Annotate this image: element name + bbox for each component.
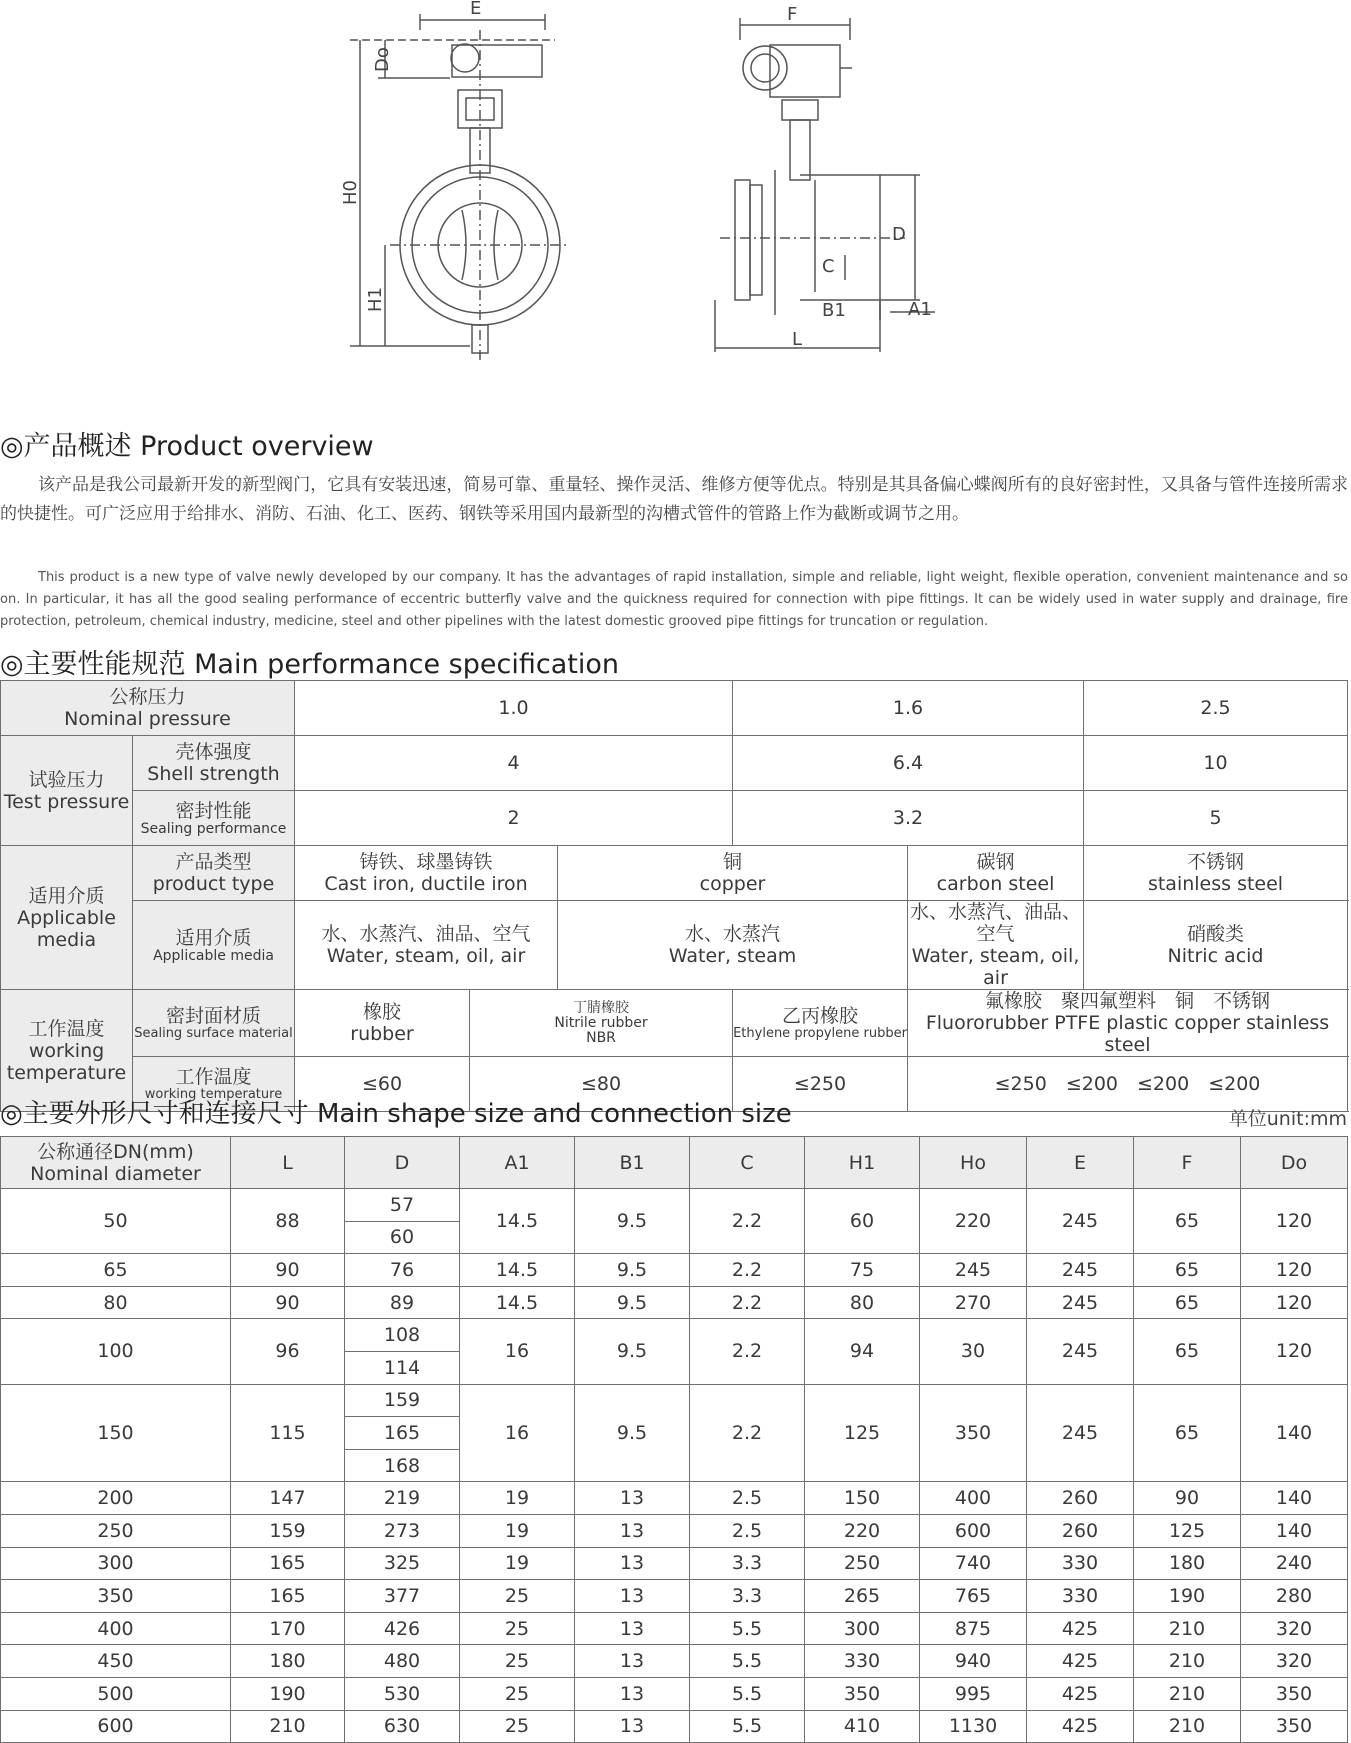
dims-table-row <box>1 1612 1348 1645</box>
dn-cell: 600 <box>1 1710 231 1743</box>
c-cell: 2.2 <box>690 1384 805 1482</box>
h1-cell: 94 <box>805 1319 920 1384</box>
media-cell: 水、水蒸汽 Water, steam <box>558 901 908 990</box>
spec-table <box>0 680 1348 1112</box>
d-cell: 165 <box>345 1417 460 1450</box>
l-cell: 165 <box>231 1580 345 1613</box>
b1-cell: 13 <box>575 1612 690 1645</box>
material-cell: 乙丙橡胶 Ethylene propylene rubber <box>733 990 908 1057</box>
a1-cell: 25 <box>460 1677 575 1710</box>
e-cell: 425 <box>1027 1612 1134 1645</box>
f-cell: 65 <box>1134 1319 1241 1384</box>
a1-cell: 16 <box>460 1319 575 1384</box>
b1-cell: 13 <box>575 1547 690 1580</box>
l-cell: 210 <box>231 1710 345 1743</box>
ho-cell: 740 <box>920 1547 1027 1580</box>
working-temperature-label: 工作温度 working temperature <box>1 990 133 1112</box>
d-cell: 60 <box>345 1221 460 1254</box>
f-cell: 125 <box>1134 1514 1241 1547</box>
sealing-performance-label: 密封性能 Sealing performance <box>133 791 295 846</box>
a1-cell: 25 <box>460 1612 575 1645</box>
do-cell: 140 <box>1241 1514 1348 1547</box>
product-type-cell: 不锈钢 stainless steel <box>1084 846 1348 901</box>
dn-cell: 50 <box>1 1189 231 1254</box>
ho-cell: 940 <box>920 1645 1027 1678</box>
column-header: A1 <box>460 1137 575 1189</box>
label-Do: Do <box>372 47 393 72</box>
e-cell: 245 <box>1027 1319 1134 1384</box>
column-header: Ho <box>920 1137 1027 1189</box>
d-cell: 377 <box>345 1580 460 1613</box>
h1-cell: 75 <box>805 1254 920 1287</box>
f-cell: 90 <box>1134 1482 1241 1515</box>
ho-cell: 875 <box>920 1612 1027 1645</box>
dims-table-row <box>1 1580 1348 1613</box>
column-header: F <box>1134 1137 1241 1189</box>
b1-cell: 9.5 <box>575 1286 690 1319</box>
temperature-cell: ≤250 <box>733 1057 908 1112</box>
h1-cell: 350 <box>805 1677 920 1710</box>
column-header: L <box>231 1137 345 1189</box>
h1-cell: 300 <box>805 1612 920 1645</box>
dn-cell: 150 <box>1 1384 231 1482</box>
ho-cell: 995 <box>920 1677 1027 1710</box>
dn-cell: 350 <box>1 1580 231 1613</box>
do-cell: 120 <box>1241 1319 1348 1384</box>
test-pressure-label: 试验压力 Test pressure <box>1 736 133 846</box>
d-cell: 219 <box>345 1482 460 1515</box>
overview-text-en: This product is a new type of valve newly developed by our company. It has the advantages of rapid installation, simple and reliable, light weight, flexible operation, convenient maintenance and so on. In particular, it has all the good sealing performance of eccentric butterfly valve and the quickness required for connection with pipe fittings. It can be widely used in water supply and drainage, fire protection, petroleum, chemical industry, medicine, steel and other pipelines with the latest domestic grooved pipe fittings for truncation or regulation. <box>0 570 1348 629</box>
c-cell: 5.5 <box>690 1677 805 1710</box>
column-header: C <box>690 1137 805 1189</box>
e-cell: 245 <box>1027 1384 1134 1482</box>
column-header: D <box>345 1137 460 1189</box>
shell-value: 4 <box>295 736 733 791</box>
spec-row-sealing <box>1 791 1348 846</box>
a1-cell: 14.5 <box>460 1254 575 1287</box>
b1-cell: 9.5 <box>575 1189 690 1254</box>
b1-cell: 13 <box>575 1482 690 1515</box>
overview-heading: ◎产品概述 Product overview <box>0 431 374 462</box>
b1-cell: 13 <box>575 1710 690 1743</box>
dims-table-row <box>1 1189 1348 1222</box>
c-cell: 2.5 <box>690 1482 805 1515</box>
dims-table-row <box>1 1677 1348 1710</box>
d-cell: 168 <box>345 1449 460 1482</box>
h1-cell: 410 <box>805 1710 920 1743</box>
c-cell: 3.3 <box>690 1547 805 1580</box>
material-cell: 橡胶 rubber <box>295 990 470 1057</box>
b1-cell: 9.5 <box>575 1384 690 1482</box>
d-cell: 426 <box>345 1612 460 1645</box>
c-cell: 2.2 <box>690 1254 805 1287</box>
c-cell: 5.5 <box>690 1710 805 1743</box>
product-type-cell: 铸铁、球墨铸铁 Cast iron, ductile iron <box>295 846 558 901</box>
d-cell: 630 <box>345 1710 460 1743</box>
b1-cell: 13 <box>575 1514 690 1547</box>
h1-cell: 125 <box>805 1384 920 1482</box>
dims-table-row <box>1 1547 1348 1580</box>
f-cell: 190 <box>1134 1580 1241 1613</box>
dn-cell: 400 <box>1 1612 231 1645</box>
media-cell: 硝酸类 Nitric acid <box>1084 901 1348 990</box>
unit-label: 单位unit:mm <box>1228 1108 1347 1130</box>
dn-cell: 500 <box>1 1677 231 1710</box>
shell-strength-label: 壳体强度 Shell strength <box>133 736 295 791</box>
e-cell: 425 <box>1027 1677 1134 1710</box>
sealing-value: 3.2 <box>733 791 1084 846</box>
f-cell: 65 <box>1134 1254 1241 1287</box>
spec-heading: ◎主要性能规范 Main performance specification <box>0 649 619 680</box>
pressure-value: 2.5 <box>1084 681 1348 736</box>
f-cell: 210 <box>1134 1710 1241 1743</box>
a1-cell: 16 <box>460 1384 575 1482</box>
do-cell: 120 <box>1241 1254 1348 1287</box>
label-A1: A1 <box>908 299 932 320</box>
ho-cell: 400 <box>920 1482 1027 1515</box>
a1-cell: 14.5 <box>460 1286 575 1319</box>
l-cell: 190 <box>231 1677 345 1710</box>
dims-table-row <box>1 1710 1348 1743</box>
h1-cell: 330 <box>805 1645 920 1678</box>
spec-row-product-type <box>1 846 1348 901</box>
spec-row-material <box>1 990 1348 1057</box>
f-cell: 210 <box>1134 1612 1241 1645</box>
l-cell: 147 <box>231 1482 345 1515</box>
h1-cell: 80 <box>805 1286 920 1319</box>
spec-row-shell <box>1 736 1348 791</box>
dims-table-row <box>1 1319 1348 1352</box>
d-cell: 325 <box>345 1547 460 1580</box>
material-cell: 丁腈橡胶 Nitrile rubber NBR <box>470 990 733 1057</box>
d-cell: 89 <box>345 1286 460 1319</box>
dims-header-row <box>1 1137 1348 1189</box>
column-header: E <box>1027 1137 1134 1189</box>
column-header: B1 <box>575 1137 690 1189</box>
label-C: C <box>822 256 835 277</box>
l-cell: 90 <box>231 1254 345 1287</box>
do-cell: 280 <box>1241 1580 1348 1613</box>
do-cell: 350 <box>1241 1710 1348 1743</box>
do-cell: 120 <box>1241 1286 1348 1319</box>
ho-cell: 245 <box>920 1254 1027 1287</box>
c-cell: 2.2 <box>690 1319 805 1384</box>
c-cell: 5.5 <box>690 1645 805 1678</box>
dn-cell: 80 <box>1 1286 231 1319</box>
l-cell: 96 <box>231 1319 345 1384</box>
media-cell: 水、水蒸汽、油品、空气 Water, steam, oil, air <box>295 901 558 990</box>
ho-cell: 270 <box>920 1286 1027 1319</box>
l-cell: 115 <box>231 1384 345 1482</box>
ho-cell: 350 <box>920 1384 1027 1482</box>
do-cell: 120 <box>1241 1189 1348 1254</box>
a1-cell: 25 <box>460 1580 575 1613</box>
b1-cell: 13 <box>575 1645 690 1678</box>
label-L: L <box>792 329 803 350</box>
dn-cell: 450 <box>1 1645 231 1678</box>
sealing-material-label: 密封面材质 Sealing surface material <box>133 990 295 1057</box>
a1-cell: 19 <box>460 1514 575 1547</box>
dims-table-row <box>1 1645 1348 1678</box>
temperature-cell: ≤60 <box>295 1057 470 1112</box>
label-E: E <box>470 0 482 19</box>
d-cell: 530 <box>345 1677 460 1710</box>
f-cell: 65 <box>1134 1384 1241 1482</box>
h1-cell: 150 <box>805 1482 920 1515</box>
f-cell: 65 <box>1134 1286 1241 1319</box>
shell-value: 10 <box>1084 736 1348 791</box>
l-cell: 170 <box>231 1612 345 1645</box>
a1-cell: 19 <box>460 1482 575 1515</box>
pressure-value: 1.0 <box>295 681 733 736</box>
b1-cell: 13 <box>575 1677 690 1710</box>
spec-row-media <box>1 901 1348 990</box>
h1-cell: 220 <box>805 1514 920 1547</box>
dims-table-row <box>1 1286 1348 1319</box>
d-cell: 273 <box>345 1514 460 1547</box>
f-cell: 210 <box>1134 1677 1241 1710</box>
c-cell: 2.5 <box>690 1514 805 1547</box>
l-cell: 165 <box>231 1547 345 1580</box>
a1-cell: 19 <box>460 1547 575 1580</box>
ho-cell: 1130 <box>920 1710 1027 1743</box>
dn-cell: 100 <box>1 1319 231 1384</box>
label-B1: B1 <box>822 300 846 321</box>
e-cell: 425 <box>1027 1645 1134 1678</box>
c-cell: 2.2 <box>690 1189 805 1254</box>
do-cell: 240 <box>1241 1547 1348 1580</box>
e-cell: 330 <box>1027 1580 1134 1613</box>
dn-cell: 65 <box>1 1254 231 1287</box>
do-cell: 140 <box>1241 1482 1348 1515</box>
label-H0: H0 <box>340 180 361 205</box>
media-sub-label: 适用介质 Applicable media <box>133 901 295 990</box>
dn-cell: 300 <box>1 1547 231 1580</box>
ho-cell: 220 <box>920 1189 1027 1254</box>
pressure-value: 1.6 <box>733 681 1084 736</box>
product-type-cell: 碳钢 carbon steel <box>908 846 1084 901</box>
b1-cell: 9.5 <box>575 1254 690 1287</box>
temperature-sub-label: 工作温度 working temperature <box>133 1057 295 1112</box>
valve-technical-drawing <box>0 0 1351 380</box>
product-type-cell: 铜 copper <box>558 846 908 901</box>
c-cell: 5.5 <box>690 1612 805 1645</box>
d-cell: 159 <box>345 1384 460 1417</box>
media-cell: 水、水蒸汽、油品、空气 Water, steam, oil, air <box>908 901 1084 990</box>
spec-row-nominal <box>1 681 1348 736</box>
do-cell: 320 <box>1241 1612 1348 1645</box>
material-cell: 氟橡胶 聚四氟塑料 铜 不锈钢 Fluororubber PTFE plastic copper stainless steel <box>908 990 1348 1057</box>
l-cell: 159 <box>231 1514 345 1547</box>
shell-value: 6.4 <box>733 736 1084 791</box>
dims-table-row <box>1 1482 1348 1515</box>
dims-table-row <box>1 1384 1348 1417</box>
h1-cell: 250 <box>805 1547 920 1580</box>
sealing-value: 5 <box>1084 791 1348 846</box>
ho-cell: 765 <box>920 1580 1027 1613</box>
temperature-cell: ≤80 <box>470 1057 733 1112</box>
dims-table-row <box>1 1254 1348 1287</box>
h1-cell: 60 <box>805 1189 920 1254</box>
e-cell: 330 <box>1027 1547 1134 1580</box>
do-cell: 140 <box>1241 1384 1348 1482</box>
ho-cell: 30 <box>920 1319 1027 1384</box>
a1-cell: 25 <box>460 1645 575 1678</box>
applicable-media-label: 适用介质 Applicable media <box>1 846 133 990</box>
overview-text-cn: 该产品是我公司最新开发的新型阀门，它具有安装迅速，简易可靠、重量轻、操作灵活、维修方便等优点。特别是其具备偏心蝶阀所有的良好密封性，又具备与管件连接所需求的快捷性。可广泛应用于给排水、消防、石油、化工、医药、钢铁等采用国内最新型的沟槽式管件的管路上作为截断或调节之用。 <box>0 475 1348 524</box>
label-D: D <box>892 224 906 245</box>
ho-cell: 600 <box>920 1514 1027 1547</box>
dn-header: 公称通径DN(mm) Nominal diameter <box>1 1137 231 1189</box>
product-type-label: 产品类型 product type <box>133 846 295 901</box>
f-cell: 210 <box>1134 1645 1241 1678</box>
e-cell: 245 <box>1027 1254 1134 1287</box>
d-cell: 480 <box>345 1645 460 1678</box>
e-cell: 245 <box>1027 1286 1134 1319</box>
d-cell: 108 <box>345 1319 460 1352</box>
l-cell: 88 <box>231 1189 345 1254</box>
b1-cell: 13 <box>575 1580 690 1613</box>
do-cell: 350 <box>1241 1677 1348 1710</box>
c-cell: 3.3 <box>690 1580 805 1613</box>
dims-heading: ◎主要外形尺寸和连接尺寸 Main shape size and connection size <box>0 1099 792 1129</box>
e-cell: 425 <box>1027 1710 1134 1743</box>
dn-cell: 200 <box>1 1482 231 1515</box>
l-cell: 90 <box>231 1286 345 1319</box>
dn-cell: 250 <box>1 1514 231 1547</box>
d-cell: 76 <box>345 1254 460 1287</box>
nominal-pressure-label: 公称压力 Nominal pressure <box>1 681 295 736</box>
l-cell: 180 <box>231 1645 345 1678</box>
e-cell: 245 <box>1027 1189 1134 1254</box>
f-cell: 65 <box>1134 1189 1241 1254</box>
do-cell: 320 <box>1241 1645 1348 1678</box>
c-cell: 2.2 <box>690 1286 805 1319</box>
b1-cell: 9.5 <box>575 1319 690 1384</box>
e-cell: 260 <box>1027 1482 1134 1515</box>
a1-cell: 25 <box>460 1710 575 1743</box>
label-F: F <box>787 4 798 25</box>
column-header: Do <box>1241 1137 1348 1189</box>
column-header: H1 <box>805 1137 920 1189</box>
h1-cell: 265 <box>805 1580 920 1613</box>
d-cell: 114 <box>345 1351 460 1384</box>
dims-table-row <box>1 1514 1348 1547</box>
temperature-cell: ≤250 ≤200 ≤200 ≤200 <box>908 1057 1348 1112</box>
e-cell: 260 <box>1027 1514 1134 1547</box>
dims-table <box>0 1136 1348 1743</box>
d-cell: 57 <box>345 1189 460 1222</box>
sealing-value: 2 <box>295 791 733 846</box>
f-cell: 180 <box>1134 1547 1241 1580</box>
a1-cell: 14.5 <box>460 1189 575 1254</box>
label-H1: H1 <box>365 287 386 312</box>
